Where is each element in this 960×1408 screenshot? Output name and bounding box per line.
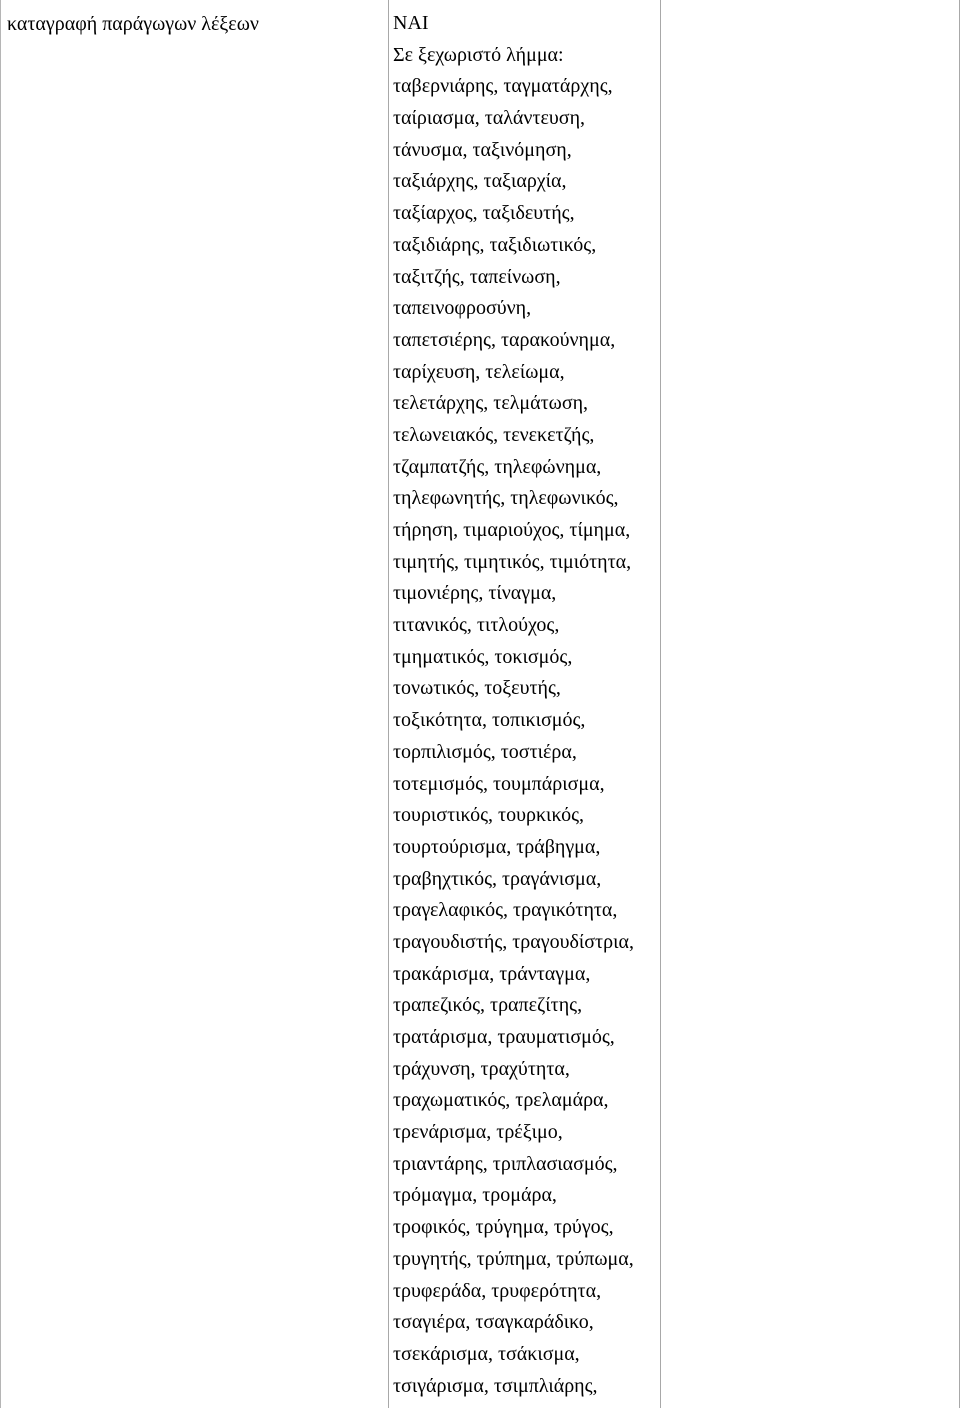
word-line: τρυφεράδα, τρυφερότητα, xyxy=(393,1279,602,1302)
word-line: τιμητής, τιμητικός, τιμιότητα, xyxy=(393,550,632,573)
word-line: τρόμαγμα, τρομάρα, xyxy=(393,1184,557,1207)
word-line: ταξιάρχης, ταξιαρχία, xyxy=(393,170,567,193)
word-line: τήρηση, τιμαριούχος, τίμημα, xyxy=(393,519,631,541)
word-line: τραγελαφικός, τραγικότητα, xyxy=(393,899,618,922)
word-line: τονωτικός, τοξευτής, xyxy=(393,677,561,700)
word-line: ταξίαρχος, ταξιδευτής, xyxy=(393,202,575,225)
word-line: τμηματικός, τοκισμός, xyxy=(393,645,573,668)
row-label: καταγραφή παράγωγων λέξεων xyxy=(7,13,259,35)
word-line: ταρίχευση, τελείωμα, xyxy=(393,360,565,383)
content-cell xyxy=(389,0,661,1408)
empty-cell xyxy=(661,0,960,1408)
word-line: τουρτούρισμα, τράβηγμα, xyxy=(393,835,601,858)
word-line: ταβερνιάρης, ταγματάρχης, xyxy=(393,75,613,98)
word-line: τραχωματικός, τρελαμάρα, xyxy=(393,1089,609,1112)
word-line: τραβηχτικός, τραγάνισμα, xyxy=(393,867,602,890)
word-line: τελετάρχης, τελμάτωση, xyxy=(393,392,589,415)
word-line: τσαγιέρα, τσαγκαράδικο, xyxy=(393,1311,594,1334)
word-line: τρενάρισμα, τρέξιμο, xyxy=(393,1121,563,1144)
word-line: τιτανικός, τιτλούχος, xyxy=(393,614,560,637)
word-line: τοτεμισμός, τουμπάρισμα, xyxy=(393,772,605,795)
word-line: ταπεινοφροσύνη, xyxy=(393,297,532,320)
word-line: τρατάρισμα, τραυματισμός, xyxy=(393,1026,615,1048)
word-line: τουριστικός, τουρκικός, xyxy=(393,804,584,827)
intro-text: Σε ξεχωριστό λήμμα: xyxy=(393,43,564,66)
word-line: τριαντάρης, τριπλασιασμός, xyxy=(393,1152,618,1175)
word-line: τροφικός, τρύγημα, τρύγος, xyxy=(393,1216,614,1239)
word-line: τιμονιέρης, τίναγμα, xyxy=(393,582,557,605)
word-line: τρυγητής, τρύπημα, τρύπωμα, xyxy=(393,1247,634,1270)
word-line: τάνυσμα, ταξινόμηση, xyxy=(393,138,572,161)
word-line: τρακάρισμα, τράνταγμα, xyxy=(393,962,591,985)
word-line: τελωνειακός, τενεκετζής, xyxy=(393,423,595,446)
word-line: τορπιλισμός, τοστιέρα, xyxy=(393,740,577,763)
word-line: τοξικότητα, τοπικισμός, xyxy=(393,709,586,732)
word-line: ταπετσιέρης, ταρακούνημα, xyxy=(393,328,616,351)
word-line: τσιγάρισμα, τσιμπλιάρης, xyxy=(393,1374,598,1397)
word-line: τηλεφωνητής, τηλεφωνικός, xyxy=(393,487,619,510)
word-line: ταξιτζής, ταπείνωση, xyxy=(393,265,561,288)
label-cell xyxy=(0,0,389,1408)
word-line: τραγουδιστής, τραγουδίστρια, xyxy=(393,930,634,953)
answer-text: ΝΑΙ xyxy=(393,12,429,34)
word-line: τράχυνση, τραχύτητα, xyxy=(393,1057,570,1080)
content-text xyxy=(393,8,634,1402)
word-line: ταίριασμα, ταλάντευση, xyxy=(393,107,586,130)
word-line: τραπεζικός, τραπεζίτης, xyxy=(393,994,583,1017)
word-line: τζαμπατζής, τηλεφώνημα, xyxy=(393,455,602,478)
word-line: ταξιδιάρης, ταξιδιωτικός, xyxy=(393,233,597,256)
word-line: τσεκάρισμα, τσάκισμα, xyxy=(393,1342,580,1365)
